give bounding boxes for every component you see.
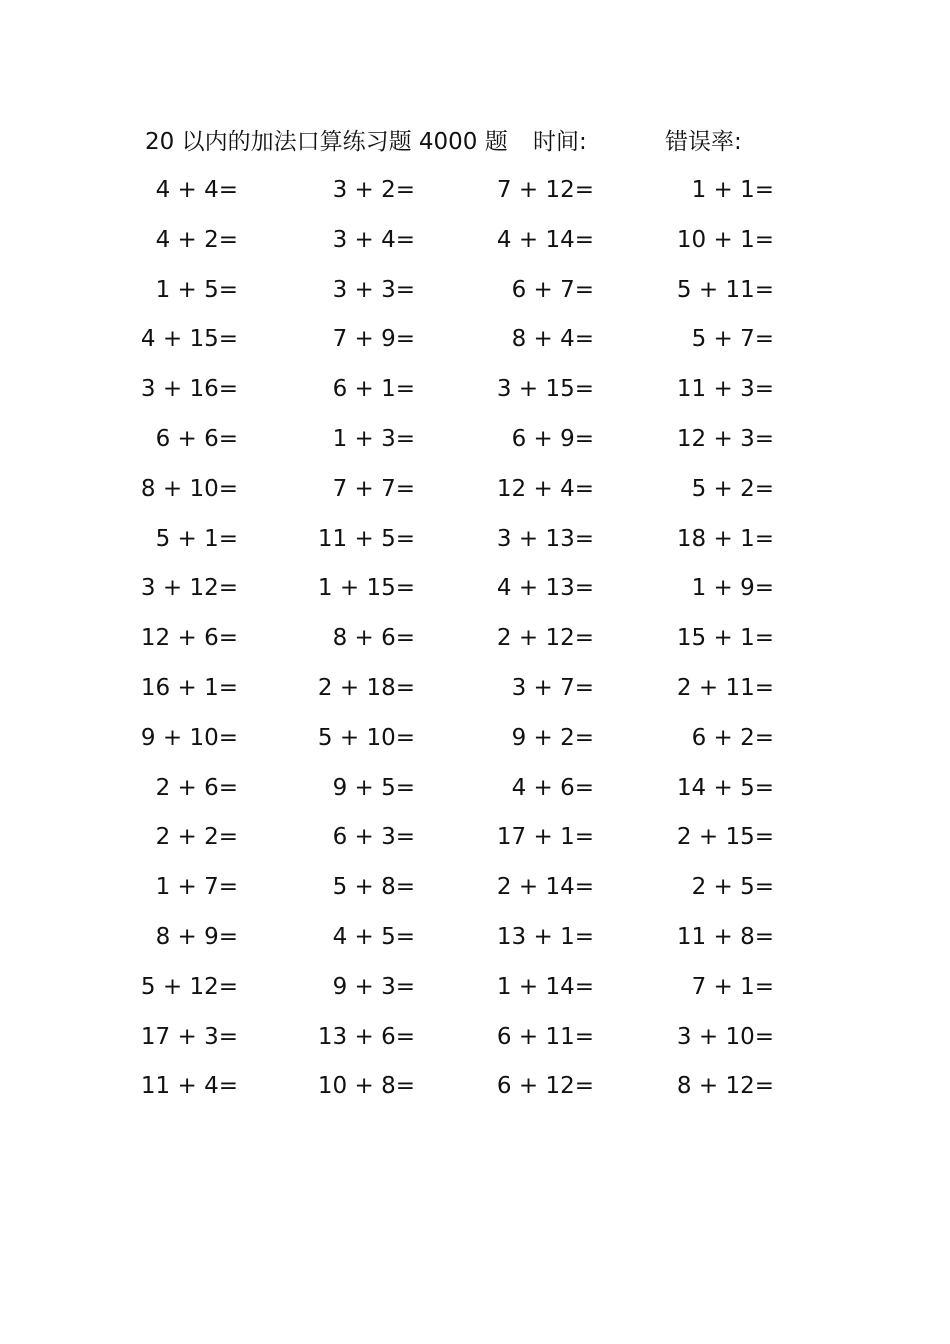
addition-problem: 8 + 6=	[332, 625, 415, 652]
addition-problem: 6 + 11=	[496, 1023, 594, 1050]
addition-problem: 6 + 1=	[332, 376, 415, 403]
addition-problem: 2 + 11=	[676, 674, 774, 701]
worksheet-header	[0, 118, 950, 166]
addition-problem: 2 + 18=	[317, 674, 415, 701]
problem-row	[0, 668, 950, 718]
problem-row	[0, 917, 950, 967]
addition-problem: 1 + 14=	[496, 973, 594, 1000]
addition-problem: 1 + 3=	[332, 425, 415, 452]
addition-problem: 11 + 8=	[676, 923, 774, 950]
addition-problem: 3 + 2=	[332, 177, 415, 203]
problem-row	[0, 768, 950, 818]
problem-grid	[0, 170, 950, 1116]
addition-problem: 18 + 1=	[676, 525, 774, 552]
addition-problem: 7 + 9=	[332, 326, 415, 353]
problem-row	[0, 419, 950, 469]
addition-problem: 2 + 6=	[155, 774, 238, 801]
addition-problem: 1 + 15=	[317, 575, 415, 602]
addition-problem: 3 + 13=	[496, 525, 594, 552]
addition-problem: 9 + 10=	[140, 724, 238, 751]
addition-problem: 7 + 1=	[691, 973, 774, 1000]
addition-problem: 4 + 4=	[155, 177, 238, 203]
addition-problem: 1 + 1=	[691, 177, 774, 203]
addition-problem: 6 + 7=	[511, 276, 594, 303]
addition-problem: 5 + 2=	[691, 475, 774, 502]
addition-problem: 15 + 1=	[676, 625, 774, 652]
addition-problem: 1 + 9=	[691, 575, 774, 602]
addition-problem: 8 + 9=	[155, 923, 238, 950]
addition-problem: 4 + 14=	[496, 226, 594, 253]
addition-problem: 4 + 15=	[140, 326, 238, 353]
addition-problem: 9 + 2=	[511, 724, 594, 751]
addition-problem: 13 + 6=	[317, 1023, 415, 1050]
problem-row	[0, 817, 950, 867]
problem-row	[0, 469, 950, 519]
addition-problem: 2 + 5=	[691, 874, 774, 901]
addition-problem: 6 + 2=	[691, 724, 774, 751]
problem-row	[0, 568, 950, 618]
addition-problem: 5 + 10=	[317, 724, 415, 751]
addition-problem: 12 + 6=	[140, 625, 238, 652]
addition-problem: 17 + 3=	[140, 1023, 238, 1050]
addition-problem: 6 + 12=	[496, 1073, 594, 1100]
problem-row	[0, 718, 950, 768]
addition-problem: 8 + 10=	[140, 475, 238, 502]
error-rate-label: 错误率:	[665, 129, 742, 155]
problem-row	[0, 369, 950, 419]
addition-problem: 4 + 13=	[496, 575, 594, 602]
addition-problem: 9 + 5=	[332, 774, 415, 801]
addition-problem: 17 + 1=	[496, 824, 594, 851]
addition-problem: 8 + 12=	[676, 1073, 774, 1100]
addition-problem: 4 + 6=	[511, 774, 594, 801]
addition-problem: 11 + 3=	[676, 376, 774, 403]
addition-problem: 3 + 7=	[511, 674, 594, 701]
addition-problem: 4 + 5=	[332, 923, 415, 950]
addition-problem: 13 + 1=	[496, 923, 594, 950]
addition-problem: 11 + 5=	[317, 525, 415, 552]
addition-problem: 3 + 10=	[676, 1023, 774, 1050]
problem-row	[0, 867, 950, 917]
problem-row	[0, 967, 950, 1017]
addition-problem: 6 + 6=	[155, 425, 238, 452]
addition-problem: 3 + 16=	[140, 376, 238, 403]
problem-row	[0, 1017, 950, 1067]
problem-row	[0, 220, 950, 270]
addition-problem: 2 + 12=	[496, 625, 594, 652]
worksheet-title: 20 以内的加法口算练习题 4000 题	[145, 129, 508, 155]
addition-problem: 5 + 11=	[676, 276, 774, 303]
addition-problem: 10 + 1=	[676, 226, 774, 253]
addition-problem: 5 + 1=	[155, 525, 238, 552]
addition-problem: 4 + 2=	[155, 226, 238, 253]
addition-problem: 12 + 3=	[676, 425, 774, 452]
addition-problem: 2 + 14=	[496, 874, 594, 901]
addition-problem: 2 + 2=	[155, 824, 238, 851]
addition-problem: 2 + 15=	[676, 824, 774, 851]
addition-problem: 5 + 8=	[332, 874, 415, 901]
addition-problem: 16 + 1=	[140, 674, 238, 701]
addition-problem: 6 + 3=	[332, 824, 415, 851]
problem-row	[0, 519, 950, 569]
problem-row	[0, 618, 950, 668]
addition-problem: 3 + 4=	[332, 226, 415, 253]
addition-problem: 5 + 7=	[691, 326, 774, 353]
problem-row	[0, 270, 950, 320]
addition-problem: 5 + 12=	[140, 973, 238, 1000]
problem-row	[0, 1066, 950, 1116]
addition-problem: 9 + 3=	[332, 973, 415, 1000]
time-label: 时间:	[533, 129, 587, 155]
problem-row	[0, 319, 950, 369]
addition-problem: 3 + 3=	[332, 276, 415, 303]
addition-problem: 11 + 4=	[140, 1073, 238, 1100]
addition-problem: 6 + 9=	[511, 425, 594, 452]
addition-problem: 7 + 7=	[332, 475, 415, 502]
addition-problem: 3 + 12=	[140, 575, 238, 602]
addition-problem: 3 + 15=	[496, 376, 594, 403]
problem-row	[0, 170, 950, 220]
addition-problem: 14 + 5=	[676, 774, 774, 801]
addition-problem: 10 + 8=	[317, 1073, 415, 1100]
addition-problem: 7 + 12=	[496, 177, 594, 203]
addition-problem: 12 + 4=	[496, 475, 594, 502]
addition-problem: 8 + 4=	[511, 326, 594, 353]
addition-problem: 1 + 5=	[155, 276, 238, 303]
addition-problem: 1 + 7=	[155, 874, 238, 901]
